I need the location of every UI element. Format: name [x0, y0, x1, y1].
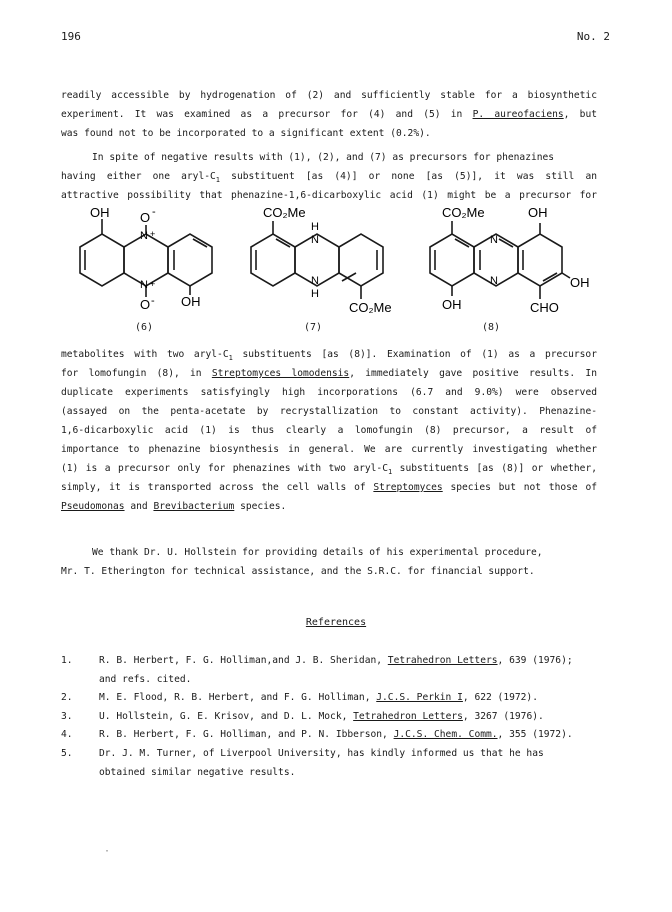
hydrogen-label: H — [311, 221, 319, 233]
text-line: was found not to be incorporated to a significant extent (0.2%). — [61, 128, 431, 139]
text-line: In spite of negative results with (1), (2), and (7) as precursors for phenazines — [92, 152, 555, 163]
text-line: experiment. It was examined as a precursor for (4) and (5) in P. aureofaciens, but — [61, 109, 597, 120]
nitrogen-label: N — [490, 275, 498, 287]
oh-label: OH — [90, 205, 110, 220]
species-name: Streptomyces — [373, 482, 443, 493]
journal-name: J.C.S. Chem. Comm. — [393, 729, 498, 741]
reference-item: 5. Dr. J. M. Turner, of Liverpool University, has kindly informed us that he has obtained similar negative results. — [61, 747, 544, 778]
text-line: duplicate experiments satisfyingly high incorporations (6.7 and 9.0%) were observed — [61, 387, 597, 398]
reference-item: 2. M. E. Flood, R. B. Herbert, and F. G. Holliman, J.C.S. Perkin I, 622 (1972). — [61, 692, 538, 704]
svg-text:-: - — [151, 295, 155, 307]
text-line: readily accessible by hydrogenation of (2) and sufficiently stable for a biosynthetic — [61, 90, 597, 101]
hydrogen-label: H — [311, 288, 319, 300]
nitrogen-label: N — [140, 230, 148, 242]
journal-name: Tetrahedron Letters — [353, 710, 463, 722]
structure-7 — [245, 205, 415, 315]
svg-text:-: - — [152, 206, 156, 218]
oxygen-label: O — [140, 297, 151, 312]
text-line: We thank Dr. U. Hollstein for providing details of his experimental procedure, — [92, 547, 543, 558]
aldehyde-label: CHO — [530, 300, 559, 315]
ester-label: CO₂Me — [442, 205, 485, 220]
issue-number: No. 2 — [576, 30, 610, 43]
oh-label: OH — [570, 275, 590, 290]
reference-list — [61, 652, 601, 782]
oxygen-label: O — [140, 210, 151, 225]
text-line: for lomofungin (8), in Streptomyces lomodensis, immediately gave positive results. In — [61, 368, 597, 379]
nitrogen-label: N — [311, 275, 319, 287]
text-line: (1) is a precursor only for phenazines with two aryl-$C_1$ substituents [as (8)] or whether, — [61, 463, 597, 476]
caption-6: (6) — [135, 322, 154, 333]
nitrogen-label: N — [311, 234, 319, 246]
species-name: Brevibacterium — [153, 501, 235, 512]
text-line: having either one aryl-$C_1$ substituent [as (4)] or none [as (5)], it was still an — [61, 171, 597, 184]
structure-6 — [72, 205, 242, 315]
ester-label: CO₂Me — [349, 300, 392, 315]
svg-text:+: + — [150, 279, 156, 289]
structure-8 — [424, 205, 599, 315]
references-heading: References — [305, 617, 367, 628]
journal-name: Tetrahedron Letters — [387, 655, 498, 666]
reference-item: 3. U. Hollstein, G. E. Krisov, and D. L. Mock, Tetrahedron Letters, 3267 (1976). — [61, 710, 544, 722]
journal-name: J.C.S. Perkin I — [376, 692, 463, 704]
species-name: P. aureofaciens — [472, 109, 564, 120]
caption-8: (8) — [482, 322, 501, 333]
oh-label: OH — [442, 297, 462, 312]
reference-item: 1. R. B. Herbert, F. G. Holliman,and J. B. Sheridan, Tetrahedron Letters, 639 (1976); and refs. cited. — [61, 655, 573, 685]
svg-text:+: + — [150, 229, 156, 239]
text-line: importance to phenazine biosynthesis in general. We are currently investigating whether — [61, 444, 597, 455]
paragraph-1 — [61, 86, 597, 143]
species-name: Streptomyces lomodensis — [211, 368, 350, 379]
text-line: metabolites with two aryl-$C_1$ substituents [as (8)]. Examination of (1) as a precursor — [61, 349, 597, 362]
text-line: 1,6-dicarboxylic acid (1) is thus clearly a lomofungin (8) precursor, a result of — [61, 425, 597, 436]
oh-label: OH — [528, 205, 548, 220]
species-name: Pseudomonas — [61, 501, 125, 512]
text-line: (assayed on the penta-acetate by recrystallization to constant activity). Phenazine- — [61, 406, 597, 417]
caption-7: (7) — [304, 322, 323, 333]
oh-label: OH — [181, 294, 201, 309]
paragraph-2 — [61, 148, 597, 205]
text-line: attractive possibility that phenazine-1,6-dicarboxylic acid (1) might be a precursor for — [61, 190, 597, 201]
nitrogen-label: N — [140, 279, 148, 291]
ester-label: CO₂Me — [263, 205, 306, 220]
acknowledgement — [61, 543, 597, 581]
page-number: 196 — [61, 30, 81, 43]
text-line: simply, it is transported across the cell walls of Streptomyces species but not those of — [61, 482, 597, 493]
reference-item: 4. R. B. Herbert, F. G. Holliman, and P. N. Ibberson, J.C.S. Chem. Comm., 355 (1972). — [61, 729, 573, 741]
stray-mark: · — [104, 846, 111, 857]
paragraph-3 — [61, 345, 597, 516]
text-line: Mr. T. Etherington for technical assistance, and the S.R.C. for financial support. — [61, 566, 535, 577]
text-line: Pseudomonas and Brevibacterium species. — [61, 501, 287, 512]
nitrogen-label: N — [490, 234, 498, 246]
